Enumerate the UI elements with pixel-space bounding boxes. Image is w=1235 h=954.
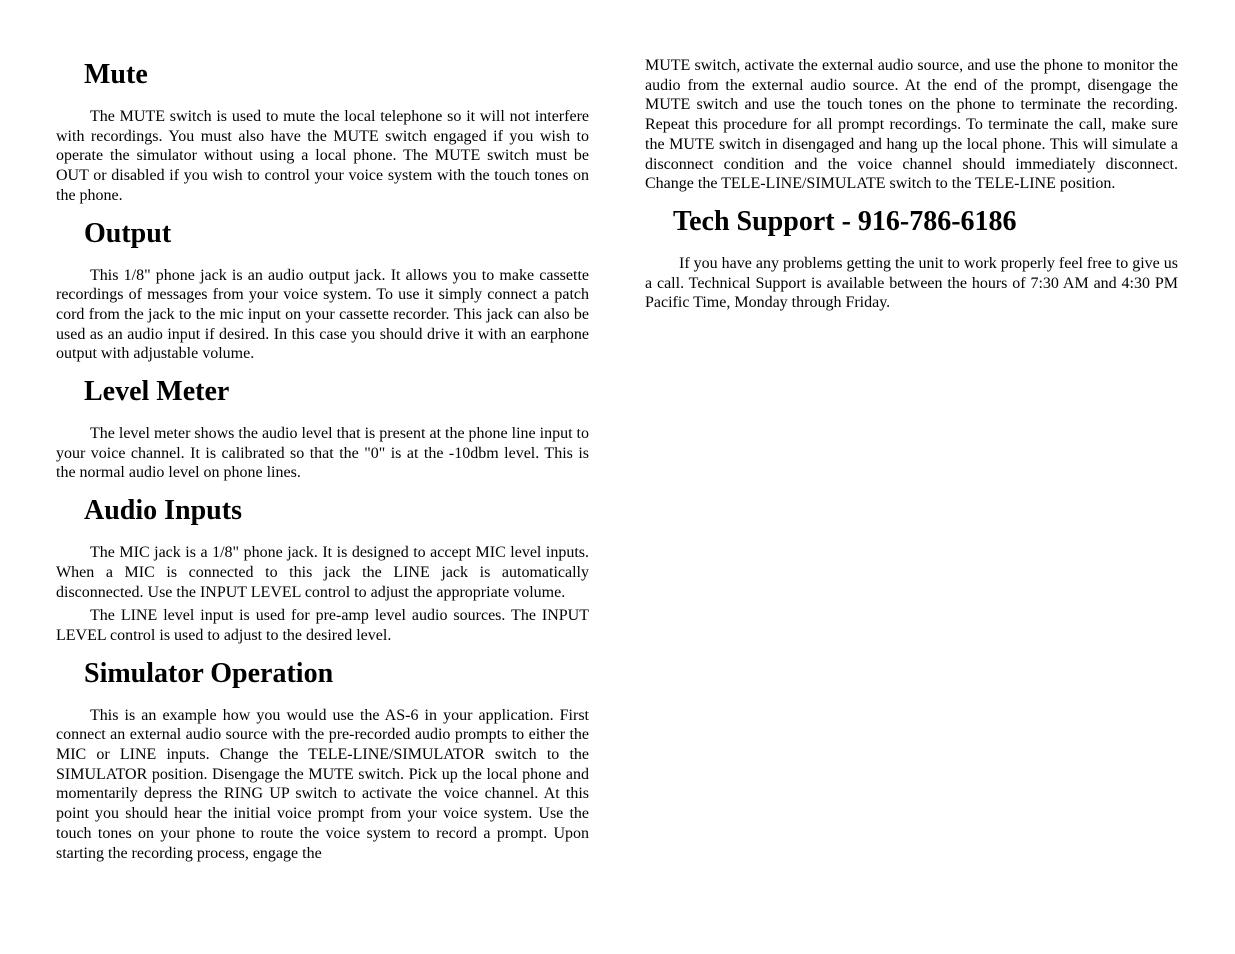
left-column bbox=[56, 0, 589, 863]
output-heading: Output bbox=[84, 217, 172, 249]
mute-heading: Mute bbox=[84, 59, 148, 90]
mute-paragraph: The MUTE switch is used to mute the local telephone so it will not interfere with recordings. You must also have the MUTE switch engaged if you wish to operate the simulator without using a local phone. The MUTE switch must be OUT or disabled if you wish to control your voice system with the touch tones on the phone. bbox=[56, 108, 589, 204]
audio-inputs-heading: Audio Inputs bbox=[84, 495, 242, 527]
level-meter-paragraph: The level meter shows the audio level that is present at the phone line input to your voice channel. It is calibrated so that the "0" is at the -10dbm level. This is the normal audio level on phone lines. bbox=[56, 425, 589, 482]
tech-support-heading: Tech Support - 916-786-6186 bbox=[673, 205, 1017, 237]
level-meter-heading: Level Meter bbox=[84, 376, 230, 408]
tech-support-paragraph: If you have any problems getting the unit to work properly feel free to give us a call. Technical Support is available between the hours of 7:30 AM and 4:30 PM Pacific Time, Monday through Friday. bbox=[645, 254, 1178, 312]
output-paragraph: This 1/8" phone jack is an audio output jack. It allows you to make cassette recordings of messages from your voice system. To use it simply connect a patch cord from the jack to the mic input on your cassette recorder. This jack can also be used as an audio input if desired. In this case you should drive it with an earphone output with adjustable volume. bbox=[56, 266, 589, 363]
right-column bbox=[645, 0, 1178, 313]
simulator-operation-paragraph: This is an example how you would use the AS-6 in your application. First connect an external audio source with the pre-recorded audio prompts to either the MIC or LINE inputs. Change the TELE-LINE/SIMULATOR switch to the SIMULATOR position. Disengage the MUTE switch. Pick up the local phone and momentarily depress the RING UP switch to activate the voice channel. At this point you should hear the initial voice prompt from your voice system. Use the touch tones on your phone to route the voice system to record a prompt. Upon starting the recording process, engage the bbox=[56, 706, 589, 862]
simulator-operation-heading: Simulator Operation bbox=[84, 657, 334, 689]
audio-inputs-paragraph-mic: The MIC jack is a 1/8" phone jack. It is designed to accept MIC level inputs. When a MIC is connected to this jack the LINE jack is automatically disconnected. Use the INPUT LEVEL control to adjust the appropriate volume. bbox=[56, 544, 589, 601]
audio-inputs-paragraph-line: The LINE level input is used for pre-amp level audio sources. The INPUT LEVEL control is used to adjust to the desired level. bbox=[56, 607, 589, 644]
simulator-operation-paragraph-continued: MUTE switch, activate the external audio source, and use the phone to monitor the audio from the external audio source. At the end of the prompt, disengage the MUTE switch and use the touch tones on the phone to terminate the recording. Repeat this procedure for all prompt recordings. To terminate the call, make sure the MUTE switch in disengaged and hang up the local phone. This will simulate a disconnect condition and the voice channel should immediately disconnect. Change the TELE-LINE/SIMULATE switch to the TELE-LINE position. bbox=[645, 57, 1178, 193]
